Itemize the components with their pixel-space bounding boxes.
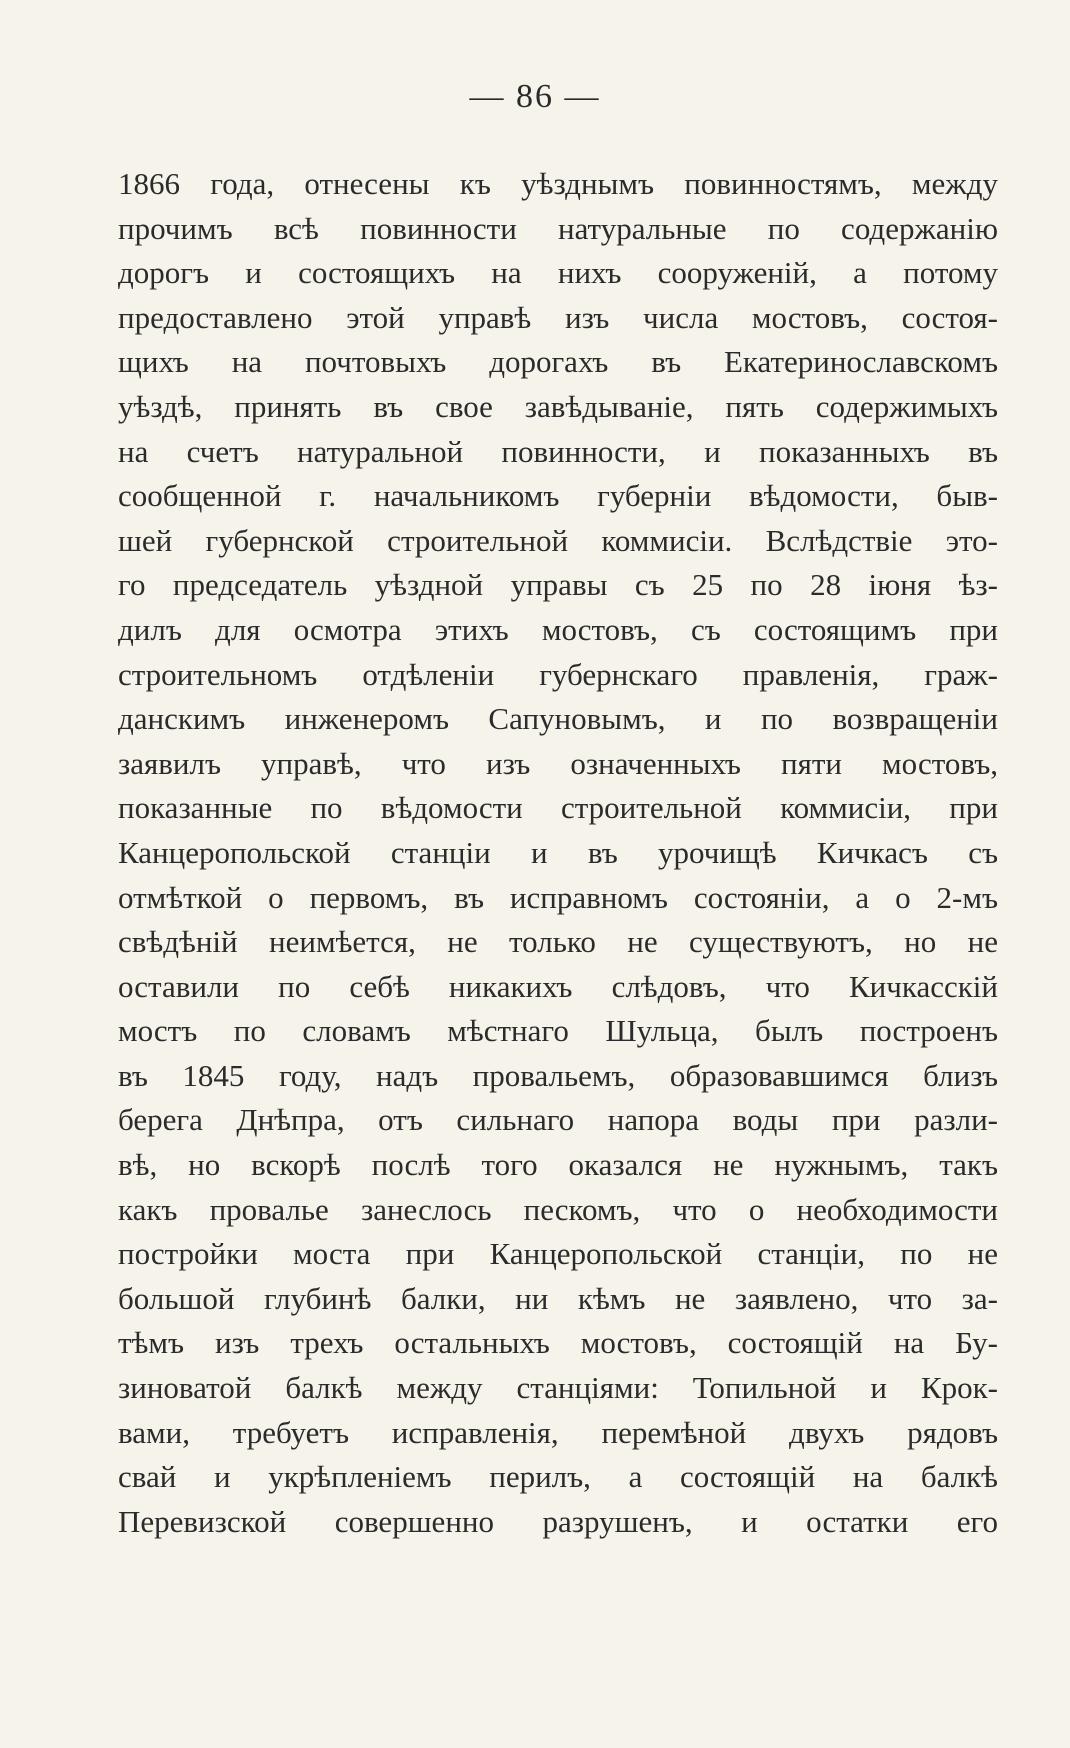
text-line: вѣ, но вскорѣ послѣ того оказался не нужнымъ, такъ — [118, 1147, 998, 1183]
text-line: отмѣткой о первомъ, въ исправномъ состояніи, а о 2-мъ — [118, 879, 998, 915]
text-line: свѣдѣній неимѣется, не только не существуютъ, но не — [118, 924, 998, 960]
text-line: заявилъ управѣ, что изъ означенныхъ пяти мостовъ, — [118, 745, 998, 781]
text-line: на счетъ натуральной повинности, и показанныхъ въ — [118, 433, 998, 469]
text-line: щихъ на почтовыхъ дорогахъ въ Екатеринославскомъ — [118, 344, 998, 380]
text-line: дилъ для осмотра этихъ мостовъ, съ состоящимъ при — [118, 611, 998, 647]
text-line: шей губернской строительной коммисіи. Вслѣдствіе это- — [118, 522, 998, 558]
text-line: Канцеропольской станціи и въ урочищѣ Кичкасъ съ — [118, 834, 998, 870]
text-line: оставили по себѣ никакихъ слѣдовъ, что Кичкасскій — [118, 968, 998, 1004]
text-line: го председатель уѣздной управы съ 25 по 28 іюня ѣз- — [118, 567, 998, 603]
text-line: какъ провалье занеслось пескомъ, что о необходимости — [118, 1191, 998, 1227]
text-line: мостъ по словамъ мѣстнаго Шульца, былъ построенъ — [118, 1013, 998, 1049]
text-line: прочимъ всѣ повинности натуральные по содержанію — [118, 210, 998, 246]
text-line: тѣмъ изъ трехъ остальныхъ мостовъ, состоящій на Бу- — [118, 1325, 998, 1361]
text-line: дорогъ и состоящихъ на нихъ сооруженій, а потому — [118, 255, 998, 291]
text-line: берега Днѣпра, отъ сильнаго напора воды при разли- — [118, 1102, 998, 1138]
text-line: въ 1845 году, надъ провальемъ, образовавшимся близъ — [118, 1057, 998, 1093]
text-line: Перевизской совершенно разрушенъ, и остатки его — [118, 1503, 998, 1539]
text-line: строительномъ отдѣленіи губернскаго правленія, граж- — [118, 656, 998, 692]
text-line: сообщенной г. начальникомъ губерніи вѣдомости, быв- — [118, 478, 998, 514]
text-line: свай и укрѣпленіемъ перилъ, а состоящій на балкѣ — [118, 1459, 998, 1495]
text-line: вами, требуетъ исправленія, перемѣной двухъ рядовъ — [118, 1414, 998, 1450]
text-line: зиноватой балкѣ между станціями: Топильной и Крок- — [118, 1370, 998, 1406]
text-line: постройки моста при Канцеропольской станціи, по не — [118, 1236, 998, 1272]
text-line: данскимъ инженеромъ Сапуновымъ, и по возвращеніи — [118, 701, 998, 737]
body-text — [118, 162, 998, 1544]
text-line: уѣздѣ, принять въ свое завѣдываніе, пять содержимыхъ — [118, 388, 998, 424]
text-line: показанные по вѣдомости строительной коммисіи, при — [118, 790, 998, 826]
text-line: большой глубинѣ балки, ни кѣмъ не заявлено, что за- — [118, 1280, 998, 1316]
text-line: 1866 года, отнесены къ уѣзднымъ повинностямъ, между — [118, 166, 998, 201]
text-line: предоставлено этой управѣ изъ числа мостовъ, состоя- — [118, 299, 998, 335]
page-number: — 86 — — [469, 78, 601, 115]
